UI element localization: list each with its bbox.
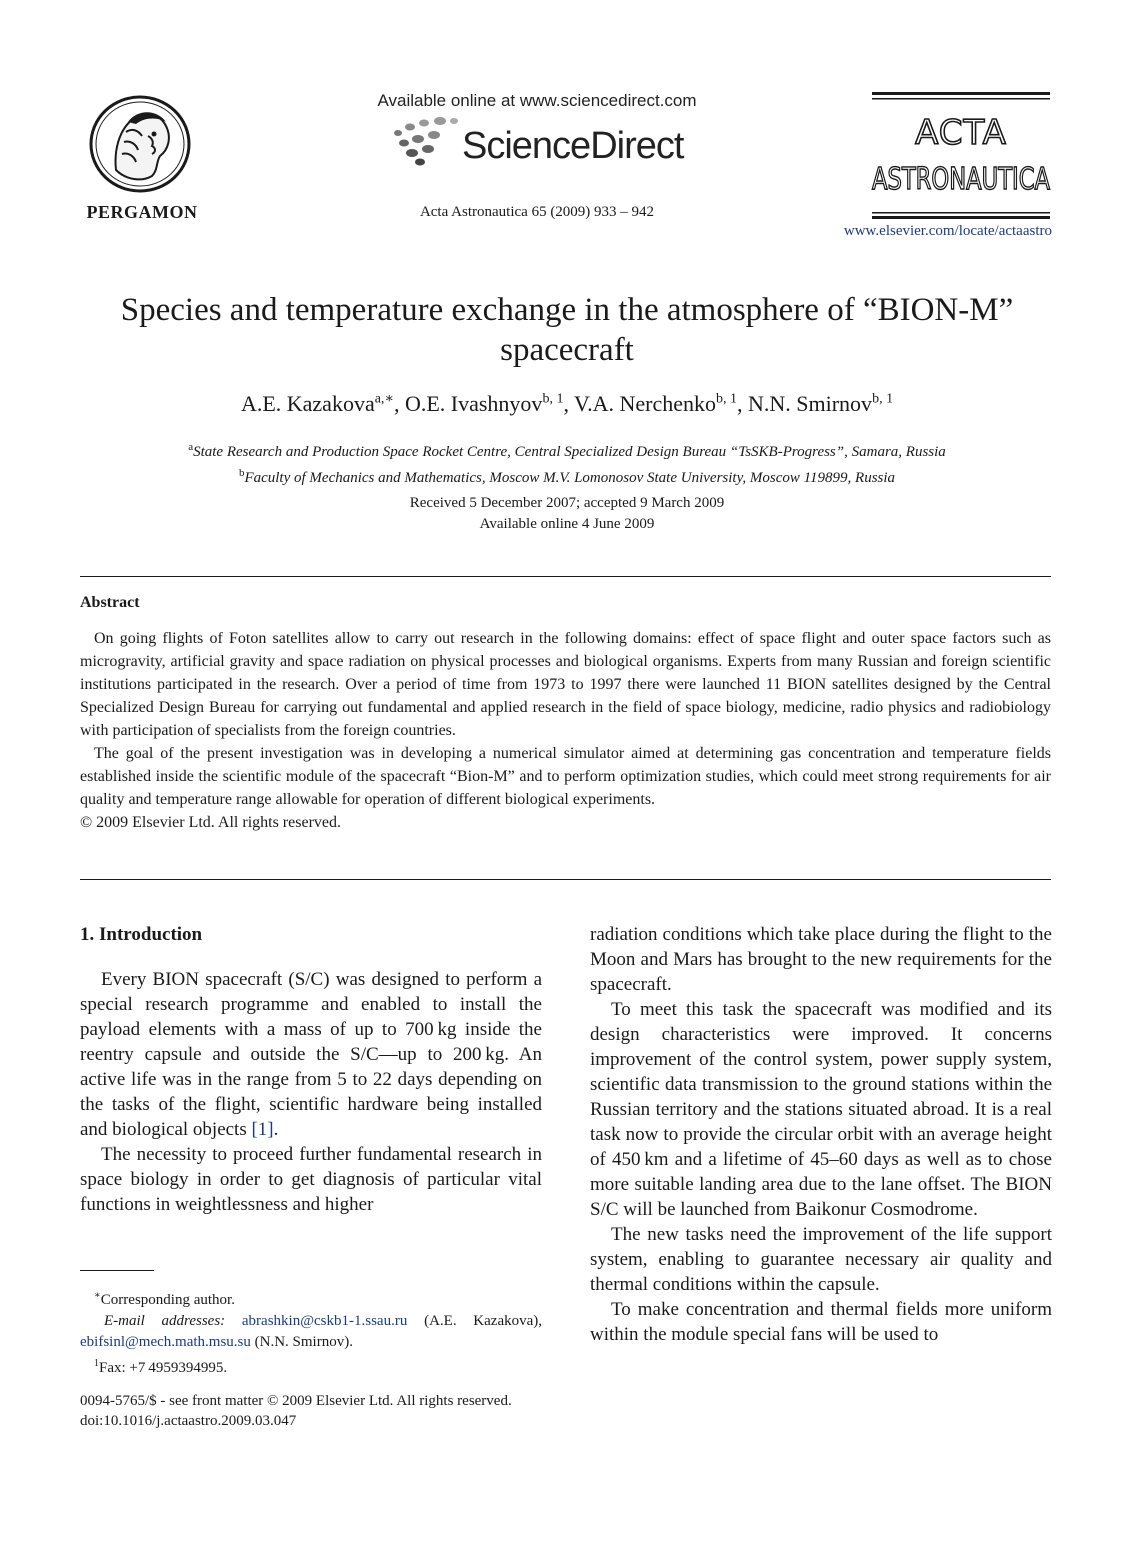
journal-reference: Acta Astronautica 65 (2009) 933 – 942	[419, 204, 655, 220]
abstract-copyright: © 2009 Elsevier Ltd. All rights reserved.	[80, 814, 341, 831]
citation-link[interactable]: [1]	[251, 1119, 274, 1140]
affiliation-b: $^b$Faculty of Mechanics and Mathematics, Moscow M.V. Lomonosov State University, Moscow 119899, Russia	[238, 467, 896, 486]
available-date: Available online 4 June 2009	[479, 516, 655, 532]
issn-line: 0094-5765/$ - see front matter © 2009 Elsevier Ltd. All rights reserved.	[80, 1393, 512, 1409]
pergamon-logo-icon	[86, 92, 194, 196]
sciencedirect-dots-icon	[390, 115, 460, 167]
body-paragraph: Every BION spacecraft (S/C) was designed to perform a special research programme and enabled to install the payload elements with a mass of up to 700 kg inside the reentry capsule and outside the S/C—up to 200 kg. An active life was in the range from 5 to 22 days depending on the tasks of the flight, scientific hardware being installed and biological objects [1].	[80, 969, 542, 1140]
affiliation-a: $^a$State Research and Production Space Rocket Centre, Central Specialized Design Bureau “TsSKB-Progress”, Samara, Russia	[188, 441, 946, 460]
email-link[interactable]: abrashkin@cskb1-1.ssau.ru	[241, 1313, 408, 1329]
author[interactable]: N.N. Smirnov$^{b, 1}$	[748, 391, 894, 417]
footnote-rule	[80, 1270, 154, 1271]
author[interactable]: V.A. Nerchenko$^{b, 1}$	[574, 391, 737, 417]
section-heading: 1. Introduction	[80, 924, 203, 945]
abstract-paragraph: The goal of the present investigation was in developing a numerical simulator aimed at determining gas concentration and temperature fields established inside the scientific module of the spacecraft “Bion-M” and to perform optimization studies, which could meet strong requirements for air quality and temperature range allowable for operation of different biological experiments. © 2009 Elsevier Ltd. All rights reserved.	[80, 745, 1051, 831]
title-line-1: Species and temperature exchange in the atmosphere of “BION-M”	[120, 292, 1014, 328]
acta-logo-line1: ACTA	[915, 113, 1007, 153]
bottom-info	[80, 1391, 600, 1431]
footnote-corresponding: ∗Corresponding author.	[94, 1290, 235, 1308]
abstract-bottom-rule	[80, 879, 1051, 880]
body-paragraph: The new tasks need the improvement of the life support system, enabling to guarantee necessary air quality and thermal conditions within the capsule.	[590, 1224, 1052, 1295]
footnote-emails: E-mail addresses: abrashkin@cskb1-1.ssau.ru (A.E. Kazakova), ebifsinl@mech.math.msu.su (N.N. Smirnov).	[80, 1313, 543, 1350]
abstract-body	[80, 627, 1051, 834]
title-line-2: spacecraft	[500, 332, 634, 368]
doi-line: doi:10.1016/j.actaastro.2009.03.047	[80, 1413, 297, 1429]
affiliations	[60, 437, 1074, 489]
available-online-text: Available online at www.sciencedirect.com	[377, 91, 697, 110]
body-paragraph: To meet this task the spacecraft was modified and its design characteristics were improved. It concerns improvement of the control system, power supply system, scientific data transmission to the ground stations within the Russian territory and the stations situated abroad. It is a real task now to provide the circular orbit with an average height of 450 km and a lifetime of 45–60 days as well as to chose more suitable landing area due to the lane offset. The BION S/C will be launched from Baikonur Cosmodrome.	[590, 999, 1052, 1220]
abstract-heading: Abstract	[80, 594, 140, 611]
received-date: Received 5 December 2007; accepted 9 March 2009	[409, 495, 725, 511]
body-paragraph: To make concentration and thermal fields more uniform within the module special fans will be used to	[590, 1299, 1052, 1345]
acta-astronautica-logo	[868, 92, 1052, 220]
sciencedirect-wordmark: ScienceDirect	[462, 125, 684, 167]
publisher-name: PERGAMON	[86, 202, 198, 222]
body-paragraph: The necessity to proceed further fundamental research in space biology in order to get diagnosis of particular vital functions in weightlessness and higher	[80, 1144, 542, 1215]
article-dates	[60, 493, 1074, 535]
author[interactable]: A.E. Kazakova$^{a,∗}$	[240, 391, 394, 417]
footnote-fax: $^1$Fax: +7 4959394995.	[94, 1358, 228, 1376]
email-link[interactable]: ebifsinl@mech.math.msu.su	[80, 1334, 251, 1350]
body-paragraph: radiation conditions which take place during the flight to the Moon and Mars has brought to the new requirements for the spacecraft.	[590, 924, 1052, 995]
journal-url-link[interactable]: www.elsevier.com/locate/actaastro	[843, 223, 1052, 239]
footnotes	[80, 1285, 542, 1379]
article-title	[60, 290, 1074, 370]
author[interactable]: O.E. Ivashnyov$^{b, 1}$	[404, 391, 564, 417]
author-list: A.E. Kazakova$^{a,∗}$, O.E. Ivashnyov$^{b, 1}$, V.A. Nerchenko$^{b, 1}$, N.N. Smirnov$^{b, 1}$	[240, 391, 894, 417]
acta-logo-line2: ASTRONAUTICA	[872, 162, 1051, 197]
left-column	[80, 922, 542, 1217]
abstract-top-rule	[80, 576, 1051, 577]
right-column	[590, 922, 1052, 1347]
abstract-paragraph: On going flights of Foton satellites allow to carry out research in the following domains: effect of space flight and outer space factors such as microgravity, artificial gravity and space radiation on physical processes and biological organisms. Experts from many Russian and foreign scientific institutions participated in the research. Over a period of time from 1973 to 1997 there were launched 11 BION satellites designed by the Central Specialized Design Bureau for carrying out fundamental and applied research in the field of space biology, medicine, radio physics and radiobiology with participation of specialists from the foreign countries.	[80, 630, 1051, 739]
